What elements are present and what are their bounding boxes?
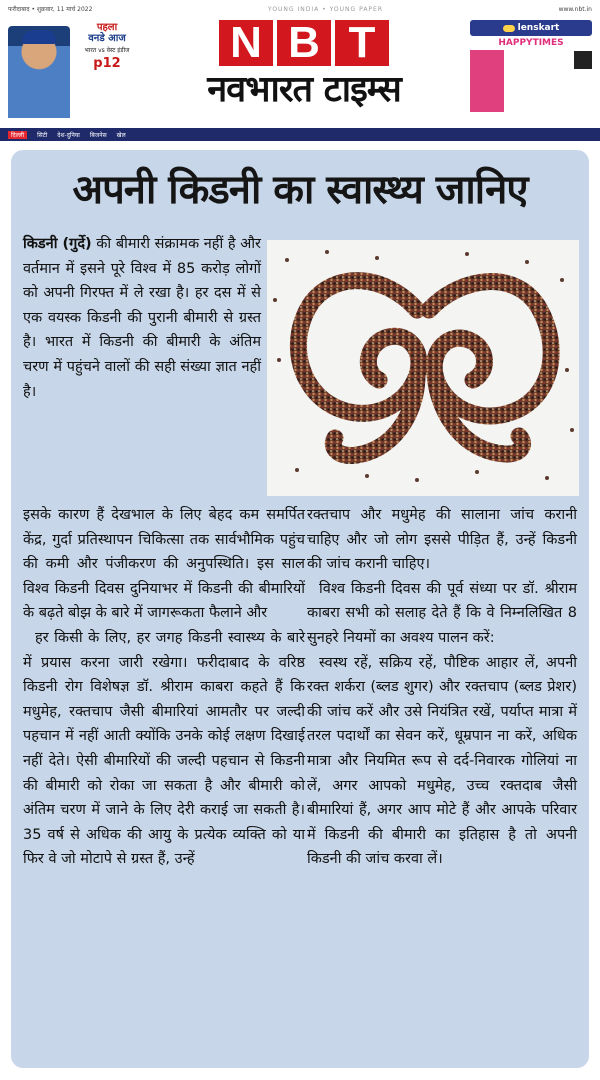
promo-subtitle: भारत vs वेस्ट इंडीज <box>84 47 130 54</box>
cricket-promo[interactable] <box>8 20 138 120</box>
paragraph: विश्व किडनी दिवस की पूर्व संध्या पर डॉ. श्रीराम काबरा सभी को सलाह देते हैं कि वे निम्नलिखित 8 सुनहरे नियमों का अवश्य पालन करें: <box>307 580 577 646</box>
masthead <box>0 16 600 128</box>
website: www.nbt.in <box>558 5 592 13</box>
lenskart-badge <box>470 20 592 36</box>
nbt-logo <box>162 20 446 120</box>
section-item[interactable]: देश-दुनिया <box>57 131 80 139</box>
article-card <box>11 150 589 1068</box>
paragraph: रक्तचाप और मधुमेह की सालाना जांच करानी चाहिए और जो लोग इससे पीड़ित हैं, उन्हें किडनी की जांच करानी चाहिए। <box>307 507 577 573</box>
lead-word: किडनी (गुर्दे) <box>23 236 92 252</box>
date-line <box>8 3 592 15</box>
article-column-right <box>307 503 577 872</box>
section-item[interactable]: खेल <box>116 131 126 139</box>
paragraph: इसके कारण हैं देखभाल के लिए बेहद कम समर्पित केंद्र, गुर्दा प्रतिस्थापन चिकित्सा तक सार्वभौमिक पहुंच की कमी और पंजीकरण की अनुपस्थिति। इस साल विश्व किडनी दिवस दुनियाभर में किडनी की बीमारियों के बढ़ते बोझ के बारे में जागरूकता फैलाने और <box>23 507 305 622</box>
intro-text: की बीमारी संक्रामक नहीं है और वर्तमान में इसने पूरे विश्व में 85 करोड़ लोगों को अपनी गिरफ्त में ले रखा है। हर दस में से एक वयस्क किडनी की पुरानी बीमारी से ग्रस्त है। भारत में किडनी की बीमारी के अंतिम चरण में पहुंचने वालों की सही संख्या ज्ञात नहीं है। <box>23 236 261 400</box>
article-headline: अपनी किडनी का स्वास्थ्य जानिए <box>72 167 528 213</box>
player-photo <box>8 26 70 118</box>
ad-panel <box>470 50 504 112</box>
section-item[interactable]: बिजनेस <box>89 131 107 139</box>
section-item[interactable]: सिटी <box>37 131 48 139</box>
qr-code-icon <box>574 51 592 69</box>
logo-letter-b: B <box>277 20 331 66</box>
article-column-left <box>23 503 305 872</box>
logo-letter-n: N <box>219 20 273 66</box>
paragraph: स्वस्थ रहें, सक्रिय रहें, पौष्टिक आहार लें, अपनी रक्त शर्करा (ब्लड शुगर) और रक्तचाप (ब्लड प्रेशर) की जांच करें और उसे नियंत्रित रखें, पर्याप्त मात्रा में तरल पदार्थों का सेवन करें, धूम्रपान ना करें, अधिक मात्रा और नियमित रूप से दर्द-निवारक गोलियां ना लें, अगर आपको मधुमेह, उच्च रक्तदाब जैसी बीमारियां हैं, अगर आप मोटे हैं और आपके परिवार में किडनी की बीमारी का इतिहास है तो अपनी किडनी की जांच करवा लें। <box>307 654 577 868</box>
lenskart-label: lenskart <box>517 23 560 33</box>
tagline: YOUNG INDIA • YOUNG PAPER <box>267 5 383 13</box>
section-strip <box>0 128 600 141</box>
paragraph: हर किसी के लिए, हर जगह किडनी स्वास्थ्य के बारे में प्रयास करना जारी रखेगा। फरीदाबाद के वरिष्ठ किडनी रोग विशेषज्ञ डॉ. श्रीराम काबरा कहते हैं कि मधुमेह, रक्तचाप जैसी बीमारियां आमतौर पर जल्दी पहचान में नहीं आती क्योंकि उनके कोई लक्षण दिखाई नहीं देते। ऐसी बीमारियों की जल्दी पहचान से किडनी की बीमारी को रोका जा सकता है और बीमारी को अंतिम चरण में जाने के लिए देरी कराई जा सकती है। 35 वर्ष से अधिक की आयु के प्रत्येक व्यक्ति को या फिर वे जो मोटापे से ग्रस्त हैं, उन्हें <box>23 629 305 868</box>
ad-body <box>470 50 592 112</box>
glasses-icon <box>503 25 515 32</box>
logo-letter-t: T <box>335 20 389 66</box>
section-tag[interactable]: दिल्ली <box>8 131 27 139</box>
promo-page: p12 <box>93 56 121 71</box>
paper-name: नवभारत टाइम्स <box>207 69 401 110</box>
kidney-crowd-photo <box>267 240 579 496</box>
promo-title: वनडे आज <box>88 33 126 44</box>
edition-date: फरीदाबाद • शुक्रवार, 11 मार्च 2022 <box>8 6 93 13</box>
article-column-intro <box>23 232 261 404</box>
promo-kicker: पहला <box>96 22 118 33</box>
kidney-shape-illustration <box>267 240 579 496</box>
lenskart-ad[interactable] <box>470 20 592 124</box>
happytimes-label: HAPPYTIMES <box>498 38 564 48</box>
ad-copy <box>507 50 592 112</box>
